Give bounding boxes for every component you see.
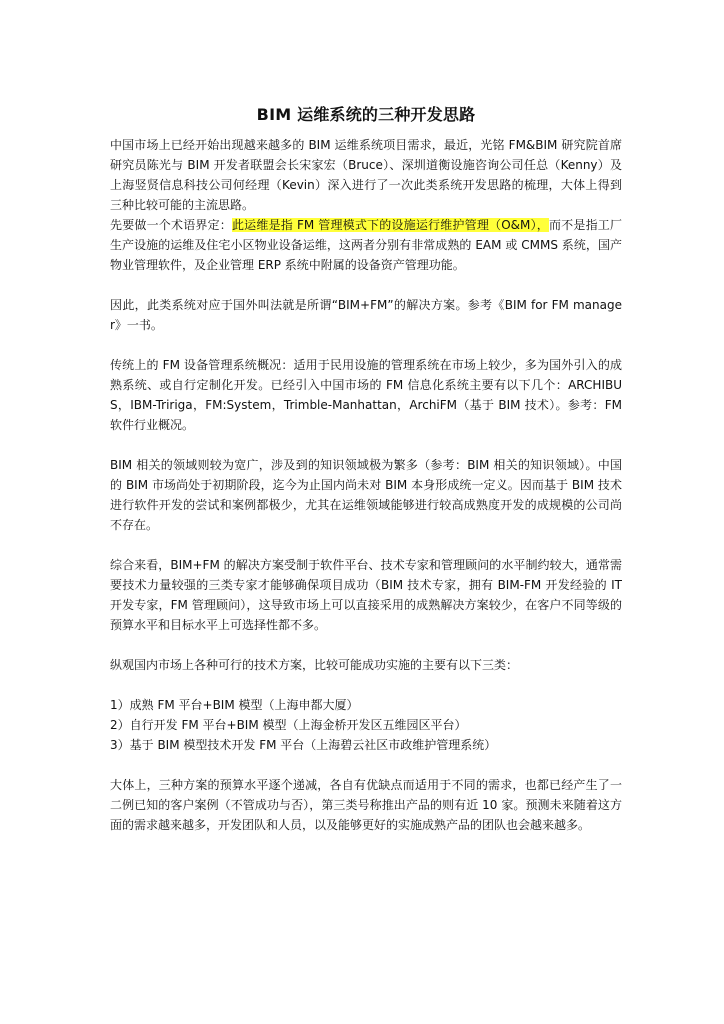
paragraph-intro: 中国市场上已经开始出现越来越多的 BIM 运维系统项目需求，最近，光铭 FM&BIM 研究院首席研究员陈光与 BIM 开发者联盟会长宋家宏（Bruce）、深圳道衡设施咨询公司任总（Kenny）及上海竖贤信息科技公司何经理（Kevin）深入进行了一次此类系统开发思路的梳理，大体上得到三种比较可能的主流思路。 (110, 138, 622, 212)
paragraph-gap (110, 435, 622, 455)
terminology-lead: 先要做一个术语界定： (110, 218, 232, 232)
list-item: 3）基于 BIM 模型技术开发 FM 平台（上海碧云社区市政维护管理系统） (110, 738, 497, 752)
paragraph-gap (110, 335, 622, 355)
paragraph-gap (110, 675, 622, 695)
paragraph-gap (110, 755, 622, 775)
paragraph-bim-fm: 因此，此类系统对应于国外叫法就是所谓“BIM+FM”的解决方案。参考《BIM for FM manager》一书。 (110, 298, 622, 332)
solution-list (110, 695, 622, 755)
paragraph-gap (110, 535, 622, 555)
paragraph-gap (110, 635, 622, 655)
document-page (110, 104, 622, 835)
paragraph-traditional-fm: 传统上的 FM 设备管理系统概况：适用于民用设施的管理系统在市场上较少，多为国外引入的成熟系统、或自行定制化开发。已经引入中国市场的 FM 信息化系统主要有以下几个：ARCHIBUS，IBM-Tririga，FM:System，Trimble-Manhattan，ArchiFM（基于 BIM 技术）。参考：FM 软件行业概况。 (110, 358, 622, 432)
document-title: BIM 运维系统的三种开发思路 (256, 105, 476, 124)
paragraph-summary: 综合来看，BIM+FM 的解决方案受制于软件平台、技术专家和管理顾问的水平制约较大，通常需要技术力量较强的三类专家才能够确保项目成功（BIM 技术专家，拥有 BIM-FM 开发经验的 IT 开发专家，FM 管理顾问），这导致市场上可以直接采用的成熟解决方案较少，在客户不同等级的预算水平和目标水平上可选择性都不多。 (110, 558, 622, 632)
list-item: 2）自行开发 FM 平台+BIM 模型（上海金桥开发区五维园区平台） (110, 718, 467, 732)
terminology-rest: 而不是指工厂生产设施的运维及住宅小区物业设备运维，这两者分别有非常成熟的 EAM 或 CMMS 系统，国产物业管理软件，及企业管理 ERP 系统中附属的设备资产管理功能。 (110, 218, 622, 272)
paragraph-gap (110, 275, 622, 295)
paragraph-terminology (110, 215, 622, 275)
paragraph-overview: 纵观国内市场上各种可行的技术方案，比较可能成功实施的主要有以下三类： (110, 658, 519, 672)
list-item: 1）成熟 FM 平台+BIM 模型（上海申都大厦） (110, 698, 359, 712)
paragraph-conclusion: 大体上，三种方案的预算水平逐个递减，各自有优缺点而适用于不同的需求，也都已经产生了一二例已知的客户案例（不管成功与否），第三类号称推出产品的则有近 10 家。预测未来随着这方面的需求越来越多，开发团队和人员，以及能够更好的实施成熟产品的团队也会越来越多。 (110, 778, 622, 832)
highlighted-definition: 此运维是指 FM 管理模式下的设施运行维护管理（O&M）， (231, 218, 549, 232)
paragraph-bim-domain: BIM 相关的领域则较为宽广，涉及到的知识领域极为繁多（参考：BIM 相关的知识领域）。中国的 BIM 市场尚处于初期阶段，迄今为止国内尚未对 BIM 本身形成统一定义。因而基于 BIM 技术进行软件开发的尝试和案例都极少，尤其在运维领域能够进行较高成熟度开发的成规模的公司尚不存在。 (110, 458, 622, 532)
